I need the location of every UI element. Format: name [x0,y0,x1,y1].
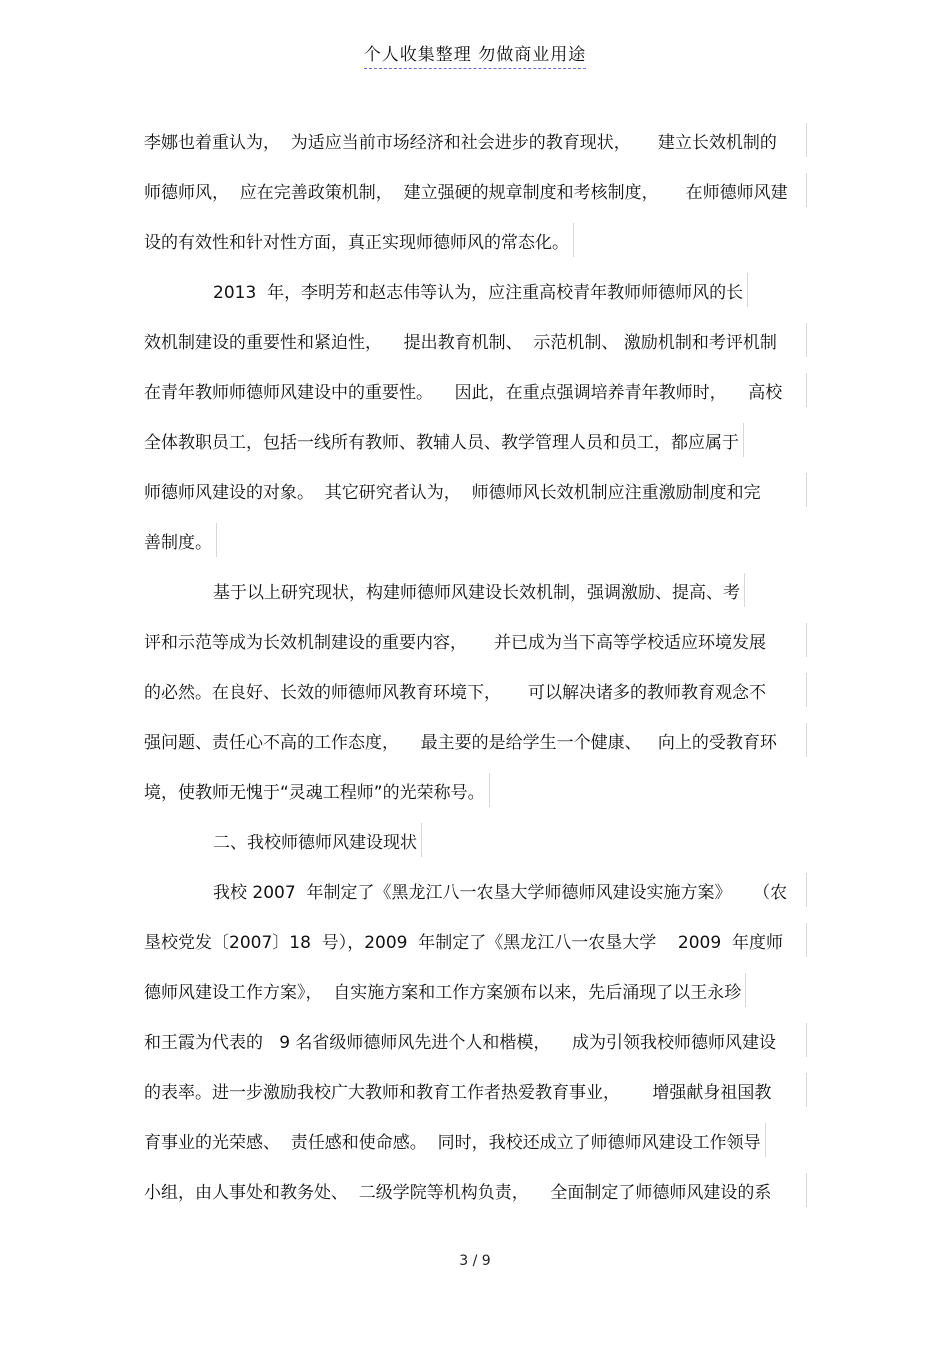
text-line-content: 师德师风， 应在完善政策机制， 建立强硬的规章制度和考核制度， 在师德师风建 [144,173,807,207]
text-line [144,673,806,723]
text-line-content: 小组，由人事处和教务处、 二级学院等机构负责， 全面制定了师德师风建设的系 [144,1173,807,1207]
text-line [144,723,806,773]
text-line [144,273,806,323]
text-line-content: 在青年教师师德师风建设中的重要性。 因此，在重点强调培养青年教师时， 高校 [144,373,807,407]
document-body [144,123,806,1223]
text-line-content: 育事业的光荣感、 责任感和使命感。 同时，我校还成立了师德师风建设工作领导 [144,1123,766,1157]
text-line [144,823,806,873]
text-line-content: 我校 2007 年制定了《黑龙江八一农垦大学师德师风建设实施方案》 （农 [213,873,807,907]
text-line-content: 和王霞为代表的 9 名省级师德师风先进个人和楷模， 成为引领我校师德师风建设 [144,1023,807,1057]
text-line-content: 二、我校师德师风建设现状 [213,823,422,857]
text-line-content: 师德师风建设的对象。 其它研究者认为， 师德师风长效机制应注重激励制度和完 [144,473,807,507]
text-line-content: 强问题、责任心不高的工作态度， 最主要的是给学生一个健康、 向上的受教育环 [144,723,807,757]
text-line [144,873,806,923]
text-line-content: 效机制建设的重要性和紧迫性， 提出教育机制、 示范机制、 激励机制和考评机制 [144,323,807,357]
text-line-content: 的表率。进一步激励我校广大教师和教育工作者热爱教育事业， 增强献身祖国教 [144,1073,807,1107]
text-line [144,973,806,1023]
text-line-content: 全体教职员工，包括一线所有教师、教辅人员、教学管理人员和员工，都应属于 [144,423,744,457]
text-line-content: 2013 年，李明芳和赵志伟等认为，应注重高校青年教师师德师风的长 [213,273,748,307]
header-text: 个人收集整理 勿做商业用途 [364,45,586,69]
text-line-content: 李娜也着重认为， 为适应当前市场经济和社会进步的教育现状， 建立长效机制的 [144,123,807,157]
text-line-content: 基于以上研究现状，构建师德师风建设长效机制，强调激励、提高、考 [213,573,745,607]
text-line [144,923,806,973]
text-line-content: 德师风建设工作方案》， 自实施方案和工作方案颁布以来，先后涌现了以王永珍 [144,973,746,1007]
text-line [144,1023,806,1073]
text-line-content: 境，使教师无愧于“灵魂工程师”的光荣称号。 [144,773,490,807]
text-line-content: 善制度。 [144,523,217,557]
text-line-content: 垦校党发〔2007〕18 号），2009 年制定了《黑龙江八一农垦大学 2009 年度师 [144,923,807,957]
text-line [144,1123,806,1173]
page-header [0,40,950,65]
text-line [144,123,806,173]
text-line [144,473,806,523]
text-line [144,223,806,273]
text-line [144,623,806,673]
text-line-content: 评和示范等成为长效机制建设的重要内容， 并已成为当下高等学校适应环境发展 [144,623,807,657]
text-line [144,423,806,473]
text-line [144,1173,806,1223]
text-line-content: 设的有效性和针对性方面，真正实现师德师风的常态化。 [144,223,574,257]
page-number: 3 / 9 [459,1253,491,1269]
text-line [144,1073,806,1123]
text-line [144,573,806,623]
text-line [144,773,806,823]
text-line [144,373,806,423]
text-line [144,323,806,373]
text-line [144,173,806,223]
text-line-content: 的必然。在良好、长效的师德师风教育环境下， 可以解决诸多的教师教育观念不 [144,673,807,707]
text-line [144,523,806,573]
